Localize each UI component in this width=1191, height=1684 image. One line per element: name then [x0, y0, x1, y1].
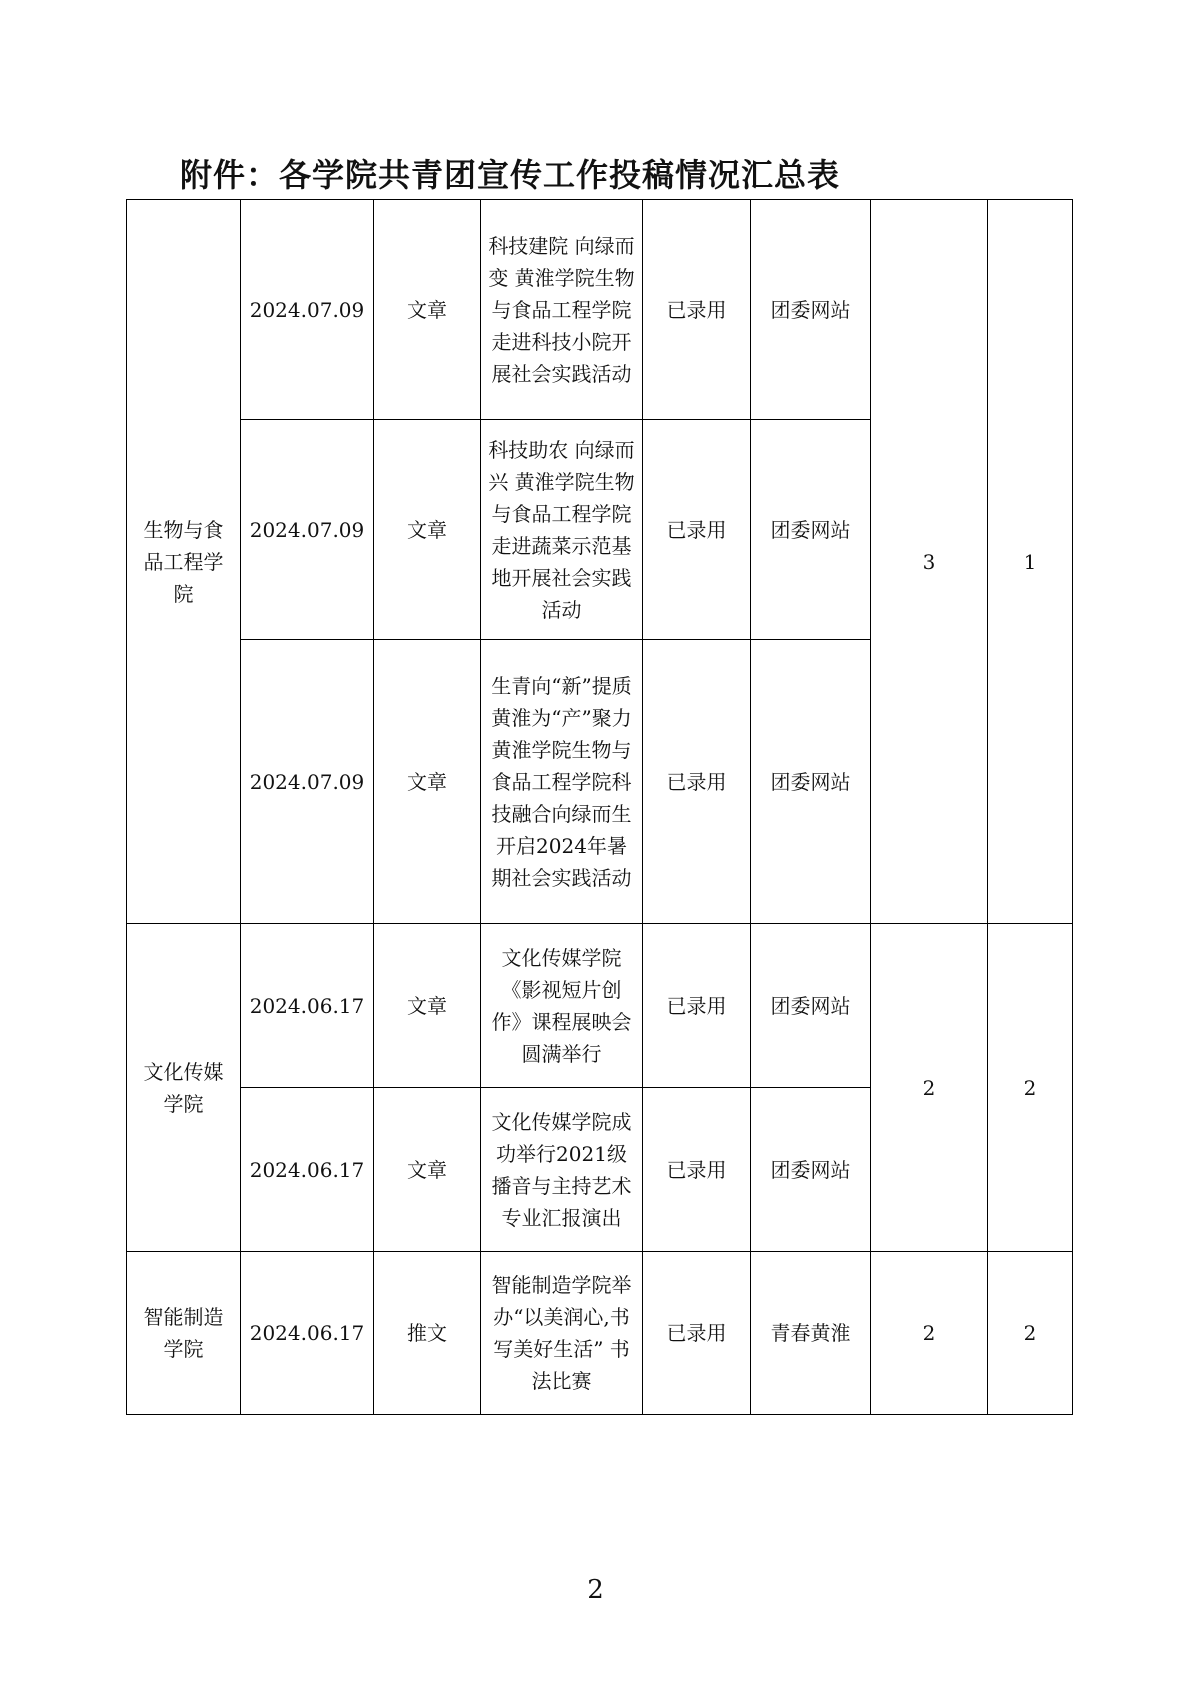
type-cell: 文章: [374, 640, 481, 924]
submission-summary-table: [126, 199, 1073, 1415]
total-count-cell: 2: [871, 924, 988, 1252]
total-count-cell: 2: [871, 1252, 988, 1415]
date-cell: 2024.07.09: [241, 200, 374, 420]
platform-cell: 团委网站: [751, 200, 871, 420]
college-name: 文化传媒学院: [127, 924, 241, 1252]
status-cell: 已录用: [643, 1088, 751, 1252]
article-title-cell: 科技助农 向绿而兴 黄淮学院生物与食品工程学院走进蔬菜示范基地开展社会实践活动: [481, 420, 643, 640]
article-title-cell: 生青向“新”提质 黄淮为“产”聚力 黄淮学院生物与食品工程学院科技融合向绿而生开启2024年暑期社会实践活动: [481, 640, 643, 924]
type-cell: 文章: [374, 1088, 481, 1252]
article-title-cell: 科技建院 向绿而变 黄淮学院生物与食品工程学院走进科技小院开展社会实践活动: [481, 200, 643, 420]
adopted-count-cell: 1: [988, 200, 1073, 924]
status-cell: 已录用: [643, 924, 751, 1088]
status-cell: 已录用: [643, 640, 751, 924]
platform-cell: 团委网站: [751, 640, 871, 924]
status-cell: 已录用: [643, 420, 751, 640]
date-cell: 2024.06.17: [241, 924, 374, 1088]
status-cell: 已录用: [643, 1252, 751, 1415]
date-cell: 2024.06.17: [241, 1088, 374, 1252]
type-cell: 文章: [374, 924, 481, 1088]
page-number: 2: [587, 1575, 604, 1605]
table-row: [127, 200, 1073, 420]
table-row: [127, 1252, 1073, 1415]
article-title-cell: 文化传媒学院成功举行2021级播音与主持艺术专业汇报演出: [481, 1088, 643, 1252]
adopted-count-cell: 2: [988, 1252, 1073, 1415]
college-name: 生物与食品工程学院: [127, 200, 241, 924]
date-cell: 2024.07.09: [241, 640, 374, 924]
college-name: 智能制造学院: [127, 1252, 241, 1415]
article-title-cell: 文化传媒学院《影视短片创作》课程展映会圆满举行: [481, 924, 643, 1088]
type-cell: 推文: [374, 1252, 481, 1415]
article-title-cell: 智能制造学院举办“以美润心,书写美好生活” 书法比赛: [481, 1252, 643, 1415]
type-cell: 文章: [374, 420, 481, 640]
page-title: 附件：各学院共青团宣传工作投稿情况汇总表: [180, 156, 841, 194]
platform-cell: 青春黄淮: [751, 1252, 871, 1415]
platform-cell: 团委网站: [751, 420, 871, 640]
table-row: [127, 924, 1073, 1088]
date-cell: 2024.06.17: [241, 1252, 374, 1415]
type-cell: 文章: [374, 200, 481, 420]
date-cell: 2024.07.09: [241, 420, 374, 640]
status-cell: 已录用: [643, 200, 751, 420]
adopted-count-cell: 2: [988, 924, 1073, 1252]
total-count-cell: 3: [871, 200, 988, 924]
platform-cell: 团委网站: [751, 924, 871, 1088]
platform-cell: 团委网站: [751, 1088, 871, 1252]
